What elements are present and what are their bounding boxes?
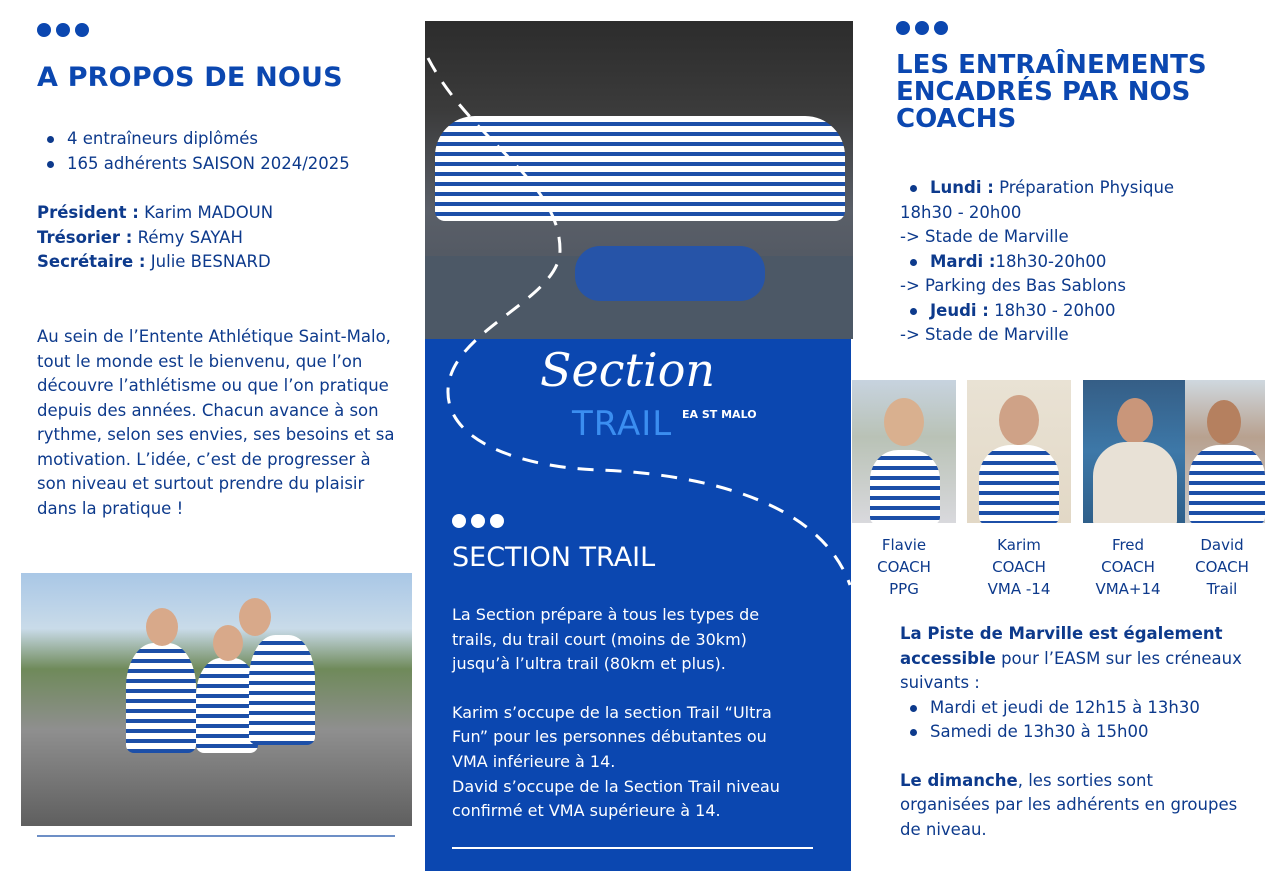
coach-card-flavie: Flavie COACH PPG	[877, 536, 931, 598]
board-members	[37, 201, 273, 275]
section-trail-title: SECTION TRAIL	[452, 542, 656, 573]
decor-dots	[37, 23, 89, 37]
trainings-title: LES ENTRAÎNEMENTS ENCADRÉS PAR NOS COACHS	[896, 50, 1207, 134]
group-photo	[425, 21, 853, 339]
coach-photo-david	[1185, 380, 1265, 523]
schedule-item: Mardi :18h30-20h00	[900, 250, 1230, 275]
piste-slots	[900, 696, 1245, 745]
coach-card-karim: Karim COACH VMA -14	[987, 536, 1051, 598]
list-item: 4 entraîneurs diplômés	[37, 127, 350, 152]
schedule-place: -> Parking des Bas Sablons	[900, 276, 1126, 295]
schedule-place: -> Stade de Marville	[900, 227, 1069, 246]
coach-card-fred: Fred COACH VMA+14	[1095, 536, 1161, 598]
club-logo-text: EA ST MALO	[682, 408, 757, 421]
piste-paragraph: La Piste de Marville est également accessible pour l’EASM sur les créneaux suivants :	[900, 624, 1242, 692]
list-item: 165 adhérents SAISON 2024/2025	[37, 152, 350, 177]
decor-dots	[896, 21, 948, 35]
secretary-line: Secrétaire : Julie BESNARD	[37, 252, 271, 271]
trail-paragraph: La Section prépare à tous les types de trails, du trail court (moins de 30km) jusqu’à l’ultra trail (80km et plus).	[452, 605, 760, 674]
about-paragraph: Au sein de l’Entente Athlétique Saint-Malo, tout le monde est le bienvenu, que l’on découvre l’athlétisme ou que l’on pratique depuis des années. Chacun avance à son rythme, selon ses envies, ses besoins et sa motivation. L’idée, c’est de progresser à son niveau et surtout prendre du plaisir dans la pratique !	[37, 327, 395, 518]
list-item: Mardi et jeudi de 12h15 à 13h30	[900, 696, 1245, 721]
coach-photo-karim	[967, 380, 1071, 523]
schedule-item: Lundi : Préparation Physique	[900, 176, 1230, 201]
divider	[37, 835, 395, 837]
schedule-time: 18h30 - 20h00	[900, 202, 1022, 222]
piste-info	[900, 622, 1245, 842]
coach-photo-fred	[1083, 380, 1187, 523]
schedule-item: Jeudi : 18h30 - 20h00	[900, 299, 1230, 324]
section-logo-trail: TRAIL	[572, 404, 673, 444]
section-trail-text	[452, 603, 797, 824]
trail-paragraph: Karim s’occupe de la section Trail “Ultra Fun” pour les personnes débutantes ou VMA inférieure à 14.	[452, 702, 772, 771]
sunday-paragraph: Le dimanche, les sorties sont organisées par les adhérents en groupes de niveau.	[900, 770, 1238, 839]
about-title: A PROPOS DE NOUS	[37, 62, 343, 93]
coach-photo-flavie	[852, 380, 956, 523]
training-schedule	[900, 176, 1230, 348]
list-item: Samedi de 13h30 à 15h00	[900, 720, 1245, 745]
divider	[452, 847, 813, 849]
trail-paragraph: David s’occupe de la Section Trail niveau confirmé et VMA supérieure à 14.	[452, 776, 780, 821]
schedule-place: -> Stade de Marville	[900, 325, 1069, 344]
coach-card-david: David COACH Trail	[1195, 536, 1249, 598]
runners-photo	[21, 573, 412, 826]
president-line: Président : Karim MADOUN	[37, 203, 274, 222]
section-logo-script: Section	[540, 343, 716, 397]
treasurer-line: Trésorier : Rémy SAYAH	[37, 227, 243, 247]
about-bullets	[37, 127, 350, 176]
decor-dots	[452, 514, 504, 528]
